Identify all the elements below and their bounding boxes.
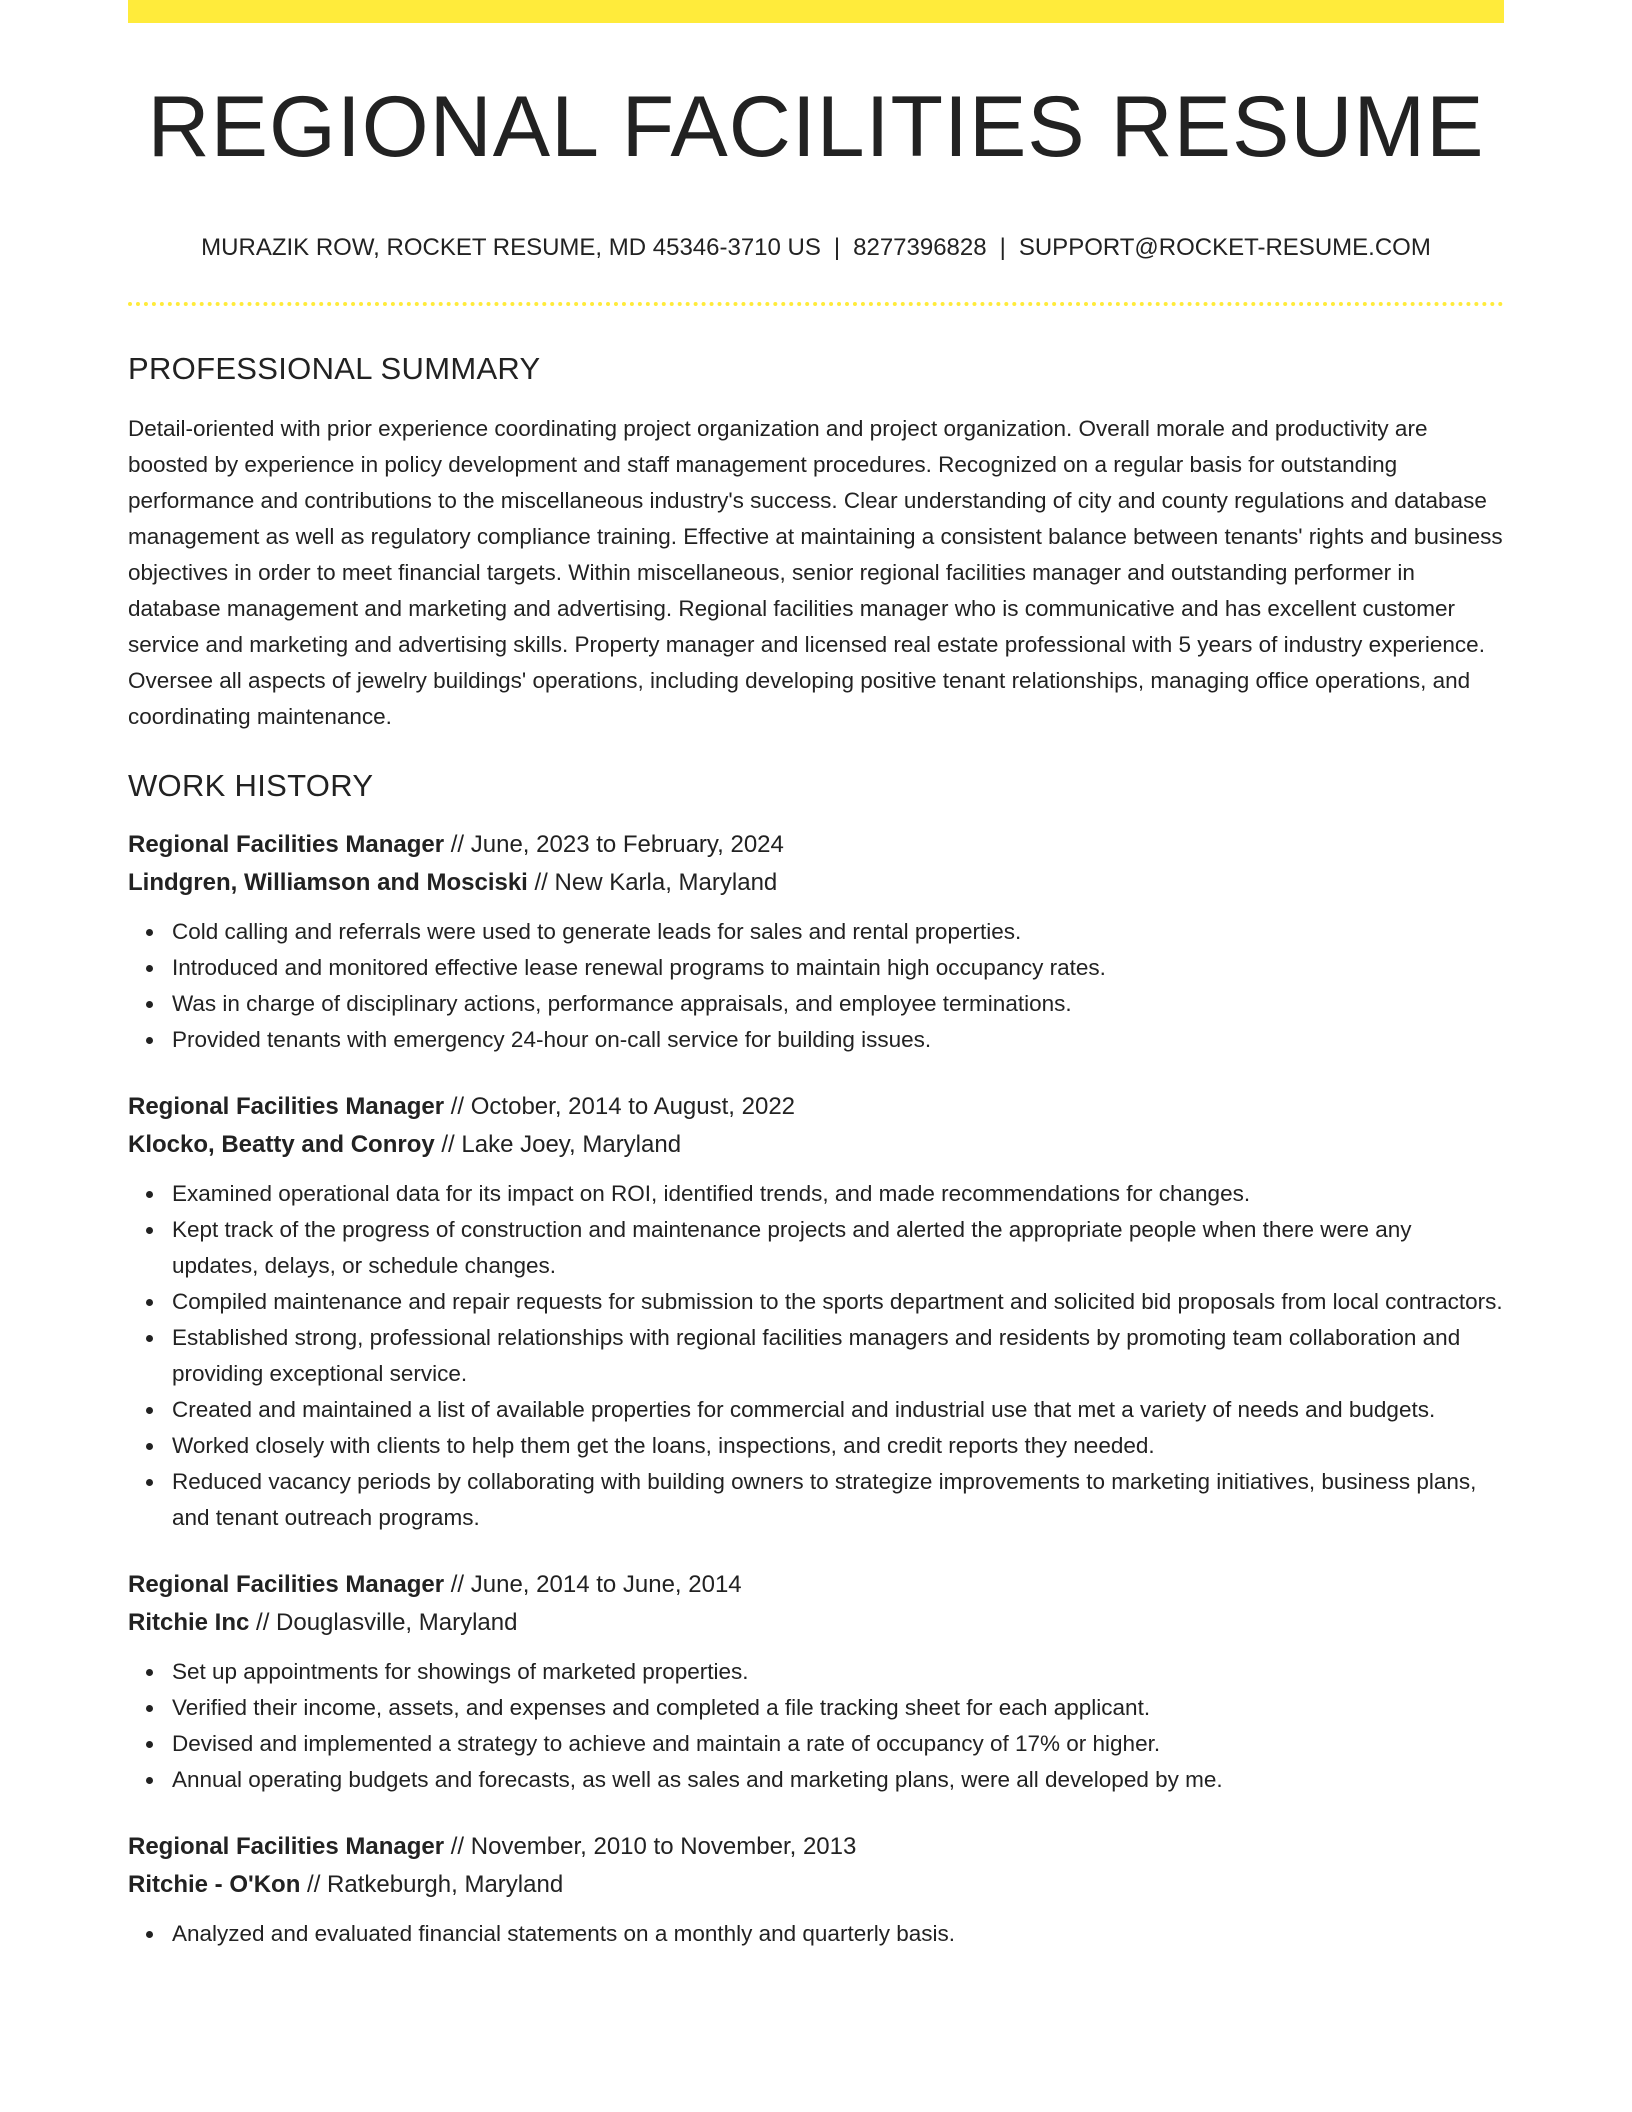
- job-bullet: Annual operating budgets and forecasts, as well as sales and marketing plans, were all developed by me.: [172, 1762, 1504, 1798]
- work-history-list: [128, 826, 1504, 1952]
- job-bullet-list: [128, 1176, 1504, 1536]
- job-entry: [128, 1088, 1504, 1536]
- job-company-line: [128, 864, 1504, 902]
- contact-separator: |: [999, 234, 1006, 262]
- job-bullet: Provided tenants with emergency 24-hour on-call service for building issues.: [172, 1022, 1504, 1058]
- job-bullet: Analyzed and evaluated financial statements on a monthly and quarterly basis.: [172, 1916, 1504, 1952]
- job-bullet: Established strong, professional relationships with regional facilities managers and residents by promoting team collaboration and providing exceptional service.: [172, 1320, 1504, 1392]
- job-title-line: [128, 1566, 1504, 1604]
- job-bullet: Introduced and monitored effective lease renewal programs to maintain high occupancy rates.: [172, 950, 1504, 986]
- job-title-line: [128, 1088, 1504, 1126]
- job-company: Klocko, Beatty and Conroy: [128, 1131, 435, 1159]
- job-location: // Douglasville, Maryland: [249, 1609, 518, 1637]
- job-entry: [128, 1566, 1504, 1798]
- job-bullet: Was in charge of disciplinary actions, performance appraisals, and employee terminations.: [172, 986, 1504, 1022]
- summary-heading: PROFESSIONAL SUMMARY: [128, 351, 541, 387]
- job-bullet: Created and maintained a list of available properties for commercial and industrial use that met a variety of needs and budgets.: [172, 1392, 1504, 1428]
- job-location: // New Karla, Maryland: [527, 869, 778, 897]
- job-dates: // November, 2010 to November, 2013: [444, 1833, 857, 1861]
- job-dates: // October, 2014 to August, 2022: [444, 1093, 796, 1121]
- job-entry: [128, 826, 1504, 1058]
- job-title: Regional Facilities Manager: [128, 1093, 445, 1121]
- job-location: // Lake Joey, Maryland: [434, 1131, 682, 1159]
- job-bullet: Cold calling and referrals were used to generate leads for sales and rental properties.: [172, 914, 1504, 950]
- contact-email: SUPPORT@ROCKET-RESUME.COM: [1018, 234, 1431, 262]
- job-bullet-list: [128, 1654, 1504, 1798]
- job-bullet: Compiled maintenance and repair requests for submission to the sports department and solicited bid proposals from local contractors.: [172, 1284, 1504, 1320]
- job-bullet: Worked closely with clients to help them get the loans, inspections, and credit reports they needed.: [172, 1428, 1504, 1464]
- contact-separator: |: [833, 234, 841, 262]
- job-company-line: [128, 1866, 1504, 1904]
- job-bullet-list: [128, 1916, 1504, 1952]
- job-title: Regional Facilities Manager: [128, 1833, 445, 1861]
- summary-text: Detail-oriented with prior experience coordinating project organization and project organization. Overall morale and productivity are boosted by experience in policy development and staff management procedures. Recognized on a regular basis for outstanding performance and contributions to the miscellaneous industry's success. Clear understanding of city and county regulations and database management as well as regulatory compliance training. Effective at maintaining a consistent balance between tenants' rights and business objectives in order to meet financial targets. Within miscellaneous, senior regional facilities manager and outstanding performer in database management and marketing and advertising. Regional facilities manager who is communicative and has excellent customer service and marketing and advertising skills. Property manager and licensed real estate professional with 5 years of industry experience. Oversee all aspects of jewelry buildings' operations, including developing positive tenant relationships, managing office operations, and coordinating maintenance.: [128, 416, 1503, 730]
- job-bullet: Kept track of the progress of construction and maintenance projects and alerted the appropriate people when there were any updates, delays, or schedule changes.: [172, 1212, 1504, 1284]
- job-title: Regional Facilities Manager: [128, 1571, 445, 1599]
- contact-line: [128, 234, 1504, 263]
- job-bullet-list: [128, 914, 1504, 1058]
- job-bullet: Verified their income, assets, and expenses and completed a file tracking sheet for each applicant.: [172, 1690, 1504, 1726]
- work-history-heading: WORK HISTORY: [128, 768, 374, 804]
- accent-top-bar: [128, 0, 1504, 23]
- resume-title: REGIONAL FACILITIES RESUME: [147, 79, 1485, 175]
- job-company: Lindgren, Williamson and Mosciski: [128, 869, 528, 897]
- job-bullet: Devised and implemented a strategy to achieve and maintain a rate of occupancy of 17% or higher.: [172, 1726, 1504, 1762]
- job-bullet: Set up appointments for showings of marketed properties.: [172, 1654, 1504, 1690]
- job-company: Ritchie - O'Kon: [128, 1871, 301, 1899]
- job-company: Ritchie Inc: [128, 1609, 250, 1637]
- job-location: // Ratkeburgh, Maryland: [300, 1871, 564, 1899]
- job-title: Regional Facilities Manager: [128, 831, 445, 859]
- resume-page: [128, 0, 1504, 1952]
- job-dates: // June, 2023 to February, 2024: [444, 831, 784, 859]
- job-company-line: [128, 1604, 1504, 1642]
- job-bullet: Examined operational data for its impact on ROI, identified trends, and made recommendations for changes.: [172, 1176, 1504, 1212]
- job-bullet: Reduced vacancy periods by collaborating with building owners to strategize improvements to marketing initiatives, business plans, and tenant outreach programs.: [172, 1464, 1504, 1536]
- job-dates: // June, 2014 to June, 2014: [444, 1571, 742, 1599]
- contact-phone: 8277396828: [853, 234, 987, 262]
- job-title-line: [128, 826, 1504, 864]
- job-entry: [128, 1828, 1504, 1952]
- job-company-line: [128, 1126, 1504, 1164]
- job-title-line: [128, 1828, 1504, 1866]
- dotted-divider: [128, 302, 1504, 306]
- contact-address: MURAZIK ROW, ROCKET RESUME, MD 45346-3710 US: [201, 234, 821, 262]
